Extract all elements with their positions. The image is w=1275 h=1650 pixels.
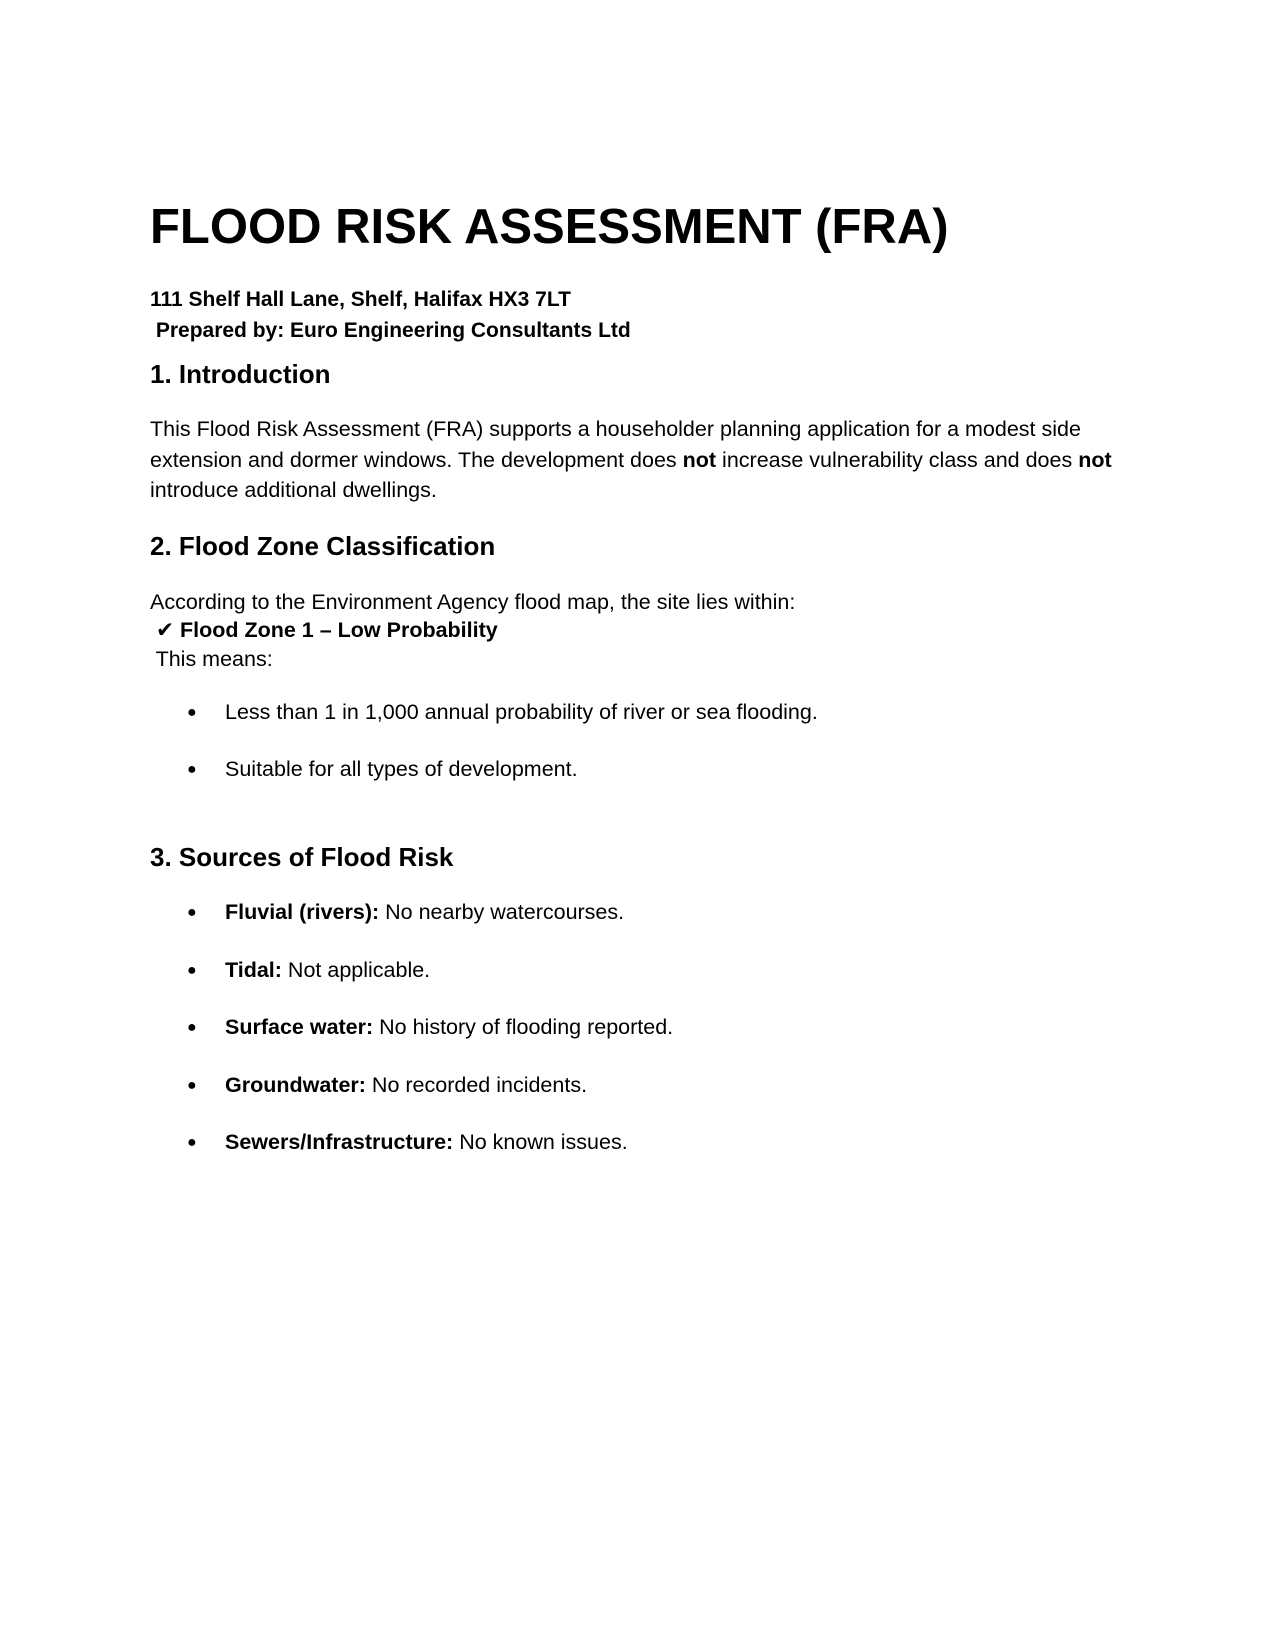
emphasis-not: not [1078, 447, 1112, 472]
list-item: ● Groundwater: No recorded incidents. [187, 1070, 587, 1101]
bullet-icon: ● [187, 1134, 197, 1151]
list-item: ● Fluvial (rivers): No nearby watercourses. [187, 897, 624, 928]
list-item: ● Suitable for all types of development. [187, 754, 578, 785]
prepared-by: Prepared by: Euro Engineering Consultants Ltd [150, 319, 631, 342]
flood-zone-means: This means: [150, 647, 273, 671]
list-item: ● Surface water: No history of flooding reported. [187, 1012, 673, 1043]
introduction-paragraph: This Flood Risk Assessment (FRA) supports a householder planning application for a modest side extension and dormer windows. The development does not increase vulnerability class and does not introduce additional dwellings. [150, 417, 1112, 502]
list-item: ● Sewers/Infrastructure: No known issues. [187, 1127, 628, 1158]
bullet-icon: ● [187, 1077, 197, 1094]
flood-zone-intro: According to the Environment Agency flood map, the site lies within: [150, 590, 796, 614]
bullet-icon: ● [187, 704, 197, 721]
section-heading-sources: 3. Sources of Flood Risk [150, 842, 454, 872]
flood-zone-result [150, 615, 498, 645]
bullet-icon: ● [187, 962, 197, 979]
flood-zone-label: Flood Zone 1 – Low Probability [179, 618, 498, 642]
bullet-icon: ● [187, 761, 197, 778]
section-heading-flood-zone: 2. Flood Zone Classification [150, 531, 496, 561]
list-item: ● Tidal: Not applicable. [187, 955, 430, 986]
section-heading-introduction: 1. Introduction [150, 359, 331, 389]
bullet-icon: ● [187, 904, 197, 921]
bullet-icon: ● [187, 1019, 197, 1036]
document-title: FLOOD RISK ASSESSMENT (FRA) [150, 200, 949, 254]
checkmark-icon: ✔ [155, 618, 174, 642]
list-item: ● Less than 1 in 1,000 annual probability of river or sea flooding. [187, 697, 818, 728]
site-address: 111 Shelf Hall Lane, Shelf, Halifax HX3 7LT [150, 288, 571, 311]
emphasis-not: not [682, 447, 717, 472]
